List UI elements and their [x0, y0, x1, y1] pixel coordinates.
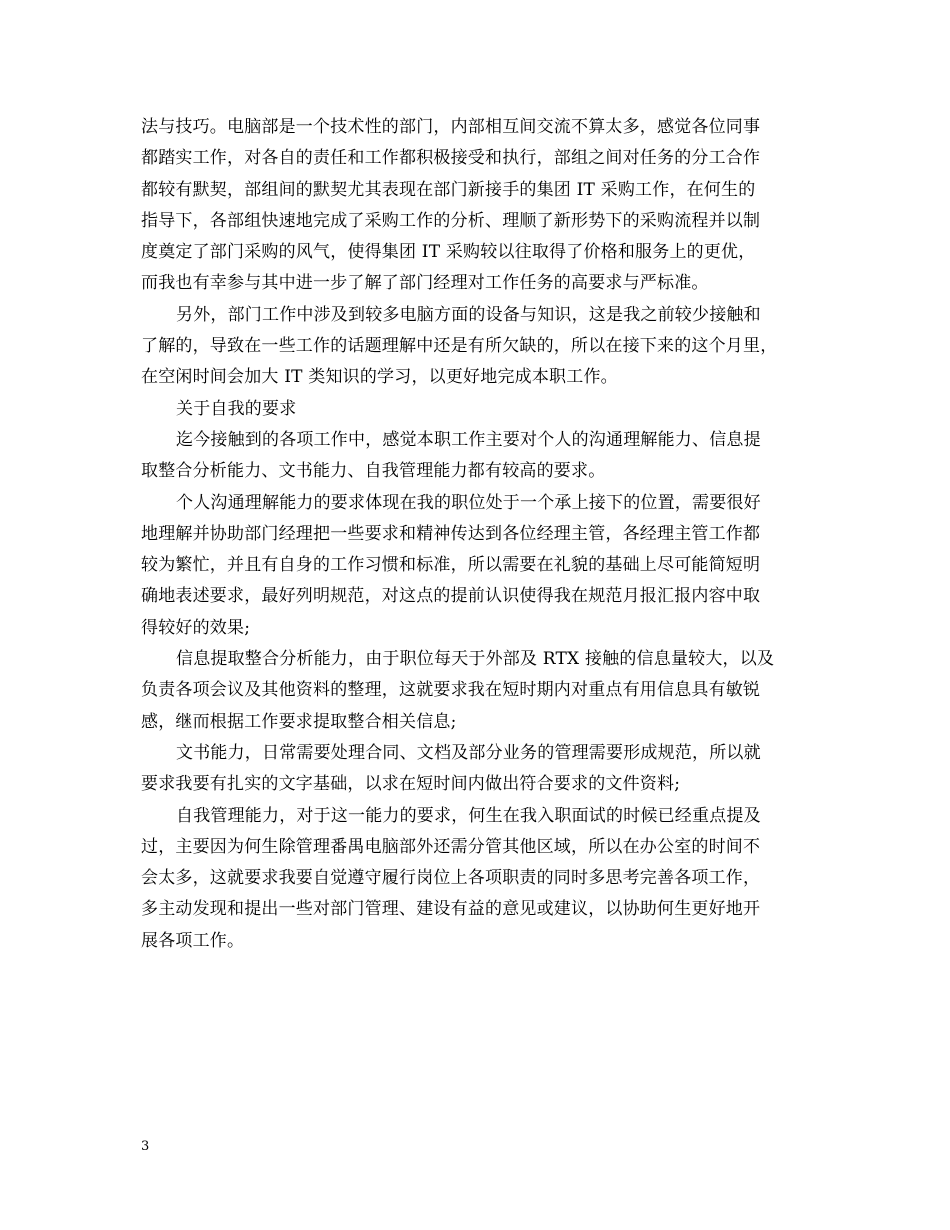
text-line: 都较有默契，部组间的默契尤其表现在部门新接手的集团 IT 采购工作，在何生的 [141, 179, 756, 200]
text-line: 得较好的效果; [141, 617, 251, 638]
text-line: 会太多，这就要求我要自觉遵守履行岗位上各项职责的同时多思考完善各项工作， [141, 868, 761, 889]
text-line: 过，主要因为何生除管理番禺电脑部外还需分管其他区域，所以在办公室的时间不 [141, 836, 761, 857]
page-number: 3 [141, 1139, 150, 1154]
text-line: 较为繁忙，并且有自身的工作习惯和标准，所以需要在礼貌的基础上尽可能简短明 [141, 555, 761, 576]
text-line: 指导下，各部组快速地完成了采购工作的分析、理顺了新形势下的采购流程并以制 [141, 210, 761, 231]
text-line: 要求我要有扎实的文字基础，以求在短时间内做出符合要求的文件资料; [141, 774, 681, 795]
text-line: 取整合分析能力、文书能力、自我管理能力都有较高的要求。 [141, 461, 606, 482]
text-line: 另外，部门工作中涉及到较多电脑方面的设备与知识，这是我之前较少接触和 [176, 304, 761, 325]
text-line: 文书能力，日常需要处理合同、文档及部分业务的管理需要形成规范，所以就 [176, 742, 761, 763]
text-line: 个人沟通理解能力的要求体现在我的职位处于一个承上接下的位置，需要很好 [176, 492, 761, 513]
text-line: 了解的，导致在一些工作的话题理解中还是有所欠缺的，所以在接下来的这个月里， [141, 336, 778, 357]
text-line: 自我管理能力，对于这一能力的要求，何生在我入职面试的时候已经重点提及 [176, 805, 761, 826]
text-line: 而我也有幸参与其中进一步了解了部门经理对工作任务的高要求与严标准。 [141, 273, 709, 294]
text-line: 负责各项会议及其他资料的整理，这就要求我在短时期内对重点有用信息具有敏锐 [141, 680, 761, 701]
text-line: 确地表述要求，最好列明规范，对这点的提前认识使得我在规范月报汇报内容中取 [141, 586, 761, 607]
text-line: 展各项工作。 [141, 930, 245, 951]
text-line: 都踏实工作，对各自的责任和工作都积极接受和执行，部组之间对任务的分工合作 [141, 148, 761, 169]
text-line: 关于自我的要求 [176, 398, 297, 419]
text-line: 法与技巧。电脑部是一个技术性的部门，内部相互间交流不算太多，感觉各位同事 [141, 117, 761, 137]
text-line: 在空闲时间会加大 IT 类知识的学习，以更好地完成本职工作。 [141, 367, 618, 388]
document-body [141, 112, 821, 957]
text-line: 感，继而根据工作要求提取整合相关信息; [141, 711, 457, 732]
text-line: 多主动发现和提出一些对部门管理、建设有益的意见或建议，以协助何生更好地开 [141, 899, 761, 920]
text-line: 信息提取整合分析能力，由于职位每天于外部及 RTX 接触的信息量较大，以及 [176, 649, 775, 670]
text-line: 地理解并协助部门经理把一些要求和精神传达到各位经理主管，各经理主管工作都 [141, 523, 761, 544]
text-line: 迄今接触到的各项工作中，感觉本职工作主要对个人的沟通理解能力、信息提 [176, 429, 761, 450]
text-line: 度奠定了部门采购的风气，使得集团 IT 采购较以往取得了价格和服务上的更优， [141, 242, 756, 263]
